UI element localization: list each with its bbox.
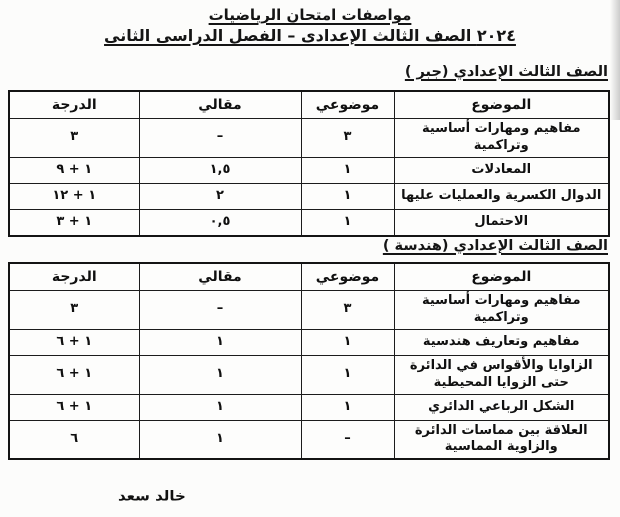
table-header-row	[9, 263, 609, 291]
table-row	[9, 157, 609, 183]
value-cell: ١ + ٣	[9, 209, 139, 236]
topic-cell: المعادلات	[394, 157, 609, 183]
table-row	[9, 394, 609, 420]
value-cell: ١	[301, 209, 394, 236]
topic-cell: مفاهيم وتعاريف هندسية	[394, 329, 609, 355]
value-cell: ١	[139, 394, 301, 420]
table-row	[9, 183, 609, 209]
table-row	[9, 119, 609, 158]
column-header: مقالي	[139, 263, 301, 291]
topic-cell: مفاهيم ومهارات أساسية وتراكمية	[394, 291, 609, 330]
topic-cell: الزاوايا والأقواس في الدائرة حتى الزوايا المحيطية	[394, 355, 609, 394]
topic-cell: العلاقة بين مماسات الدائرة والزاوية المماسية	[394, 420, 609, 459]
column-header: الدرجة	[9, 263, 139, 291]
value-cell: ٣	[301, 291, 394, 330]
doc-title-line1: مواصفات امتحان الرياضيات	[208, 6, 412, 24]
section-title-algebra: الصف الثالث الإعدادي (جبر )	[404, 64, 608, 80]
table-row	[9, 209, 609, 236]
value-cell: ١	[301, 329, 394, 355]
table-row	[9, 291, 609, 330]
value-cell: ١	[301, 394, 394, 420]
topic-cell: الاحتمال	[394, 209, 609, 236]
value-cell: ١,٥	[139, 157, 301, 183]
column-header: مقالي	[139, 91, 301, 119]
value-cell: ٣	[9, 119, 139, 158]
value-cell: ٣	[9, 291, 139, 330]
topic-cell: مفاهيم ومهارات أساسية وتراكمية	[394, 119, 609, 158]
table-header-row	[9, 91, 609, 119]
value-cell: ١	[139, 355, 301, 394]
column-header: موضوعي	[301, 91, 394, 119]
value-cell: ١ + ٦	[9, 394, 139, 420]
topic-cell: الشكل الرباعي الدائري	[394, 394, 609, 420]
column-header: الموضوع	[394, 263, 609, 291]
value-cell: –	[301, 420, 394, 459]
value-cell: –	[139, 291, 301, 330]
signature-text: خالد سعد	[118, 487, 186, 505]
algebra-table	[8, 90, 610, 237]
value-cell: ١ + ٩	[9, 157, 139, 183]
geometry-table	[8, 262, 610, 460]
column-header: موضوعي	[301, 263, 394, 291]
topic-cell: الدوال الكسرية والعمليات عليها	[394, 183, 609, 209]
value-cell: ١	[301, 355, 394, 394]
value-cell: ١	[139, 329, 301, 355]
value-cell: ١	[301, 157, 394, 183]
column-header: الدرجة	[9, 91, 139, 119]
value-cell: ١ + ٦	[9, 355, 139, 394]
table-row	[9, 329, 609, 355]
value-cell: ٦	[9, 420, 139, 459]
value-cell: ١ + ١٢	[9, 183, 139, 209]
value-cell: ١ + ٦	[9, 329, 139, 355]
table-row	[9, 355, 609, 394]
value-cell: ٢	[139, 183, 301, 209]
value-cell: –	[139, 119, 301, 158]
table-row	[9, 420, 609, 459]
value-cell: ٠,٥	[139, 209, 301, 236]
column-header: الموضوع	[394, 91, 609, 119]
section-title-geometry: الصف الثالث الإعدادي (هندسة )	[382, 238, 608, 254]
value-cell: ٣	[301, 119, 394, 158]
doc-title-line2: ٢٠٢٤ الصف الثالث الإعدادى – الفصل الدراسى الثانى	[104, 26, 516, 45]
value-cell: ١	[139, 420, 301, 459]
value-cell: ١	[301, 183, 394, 209]
